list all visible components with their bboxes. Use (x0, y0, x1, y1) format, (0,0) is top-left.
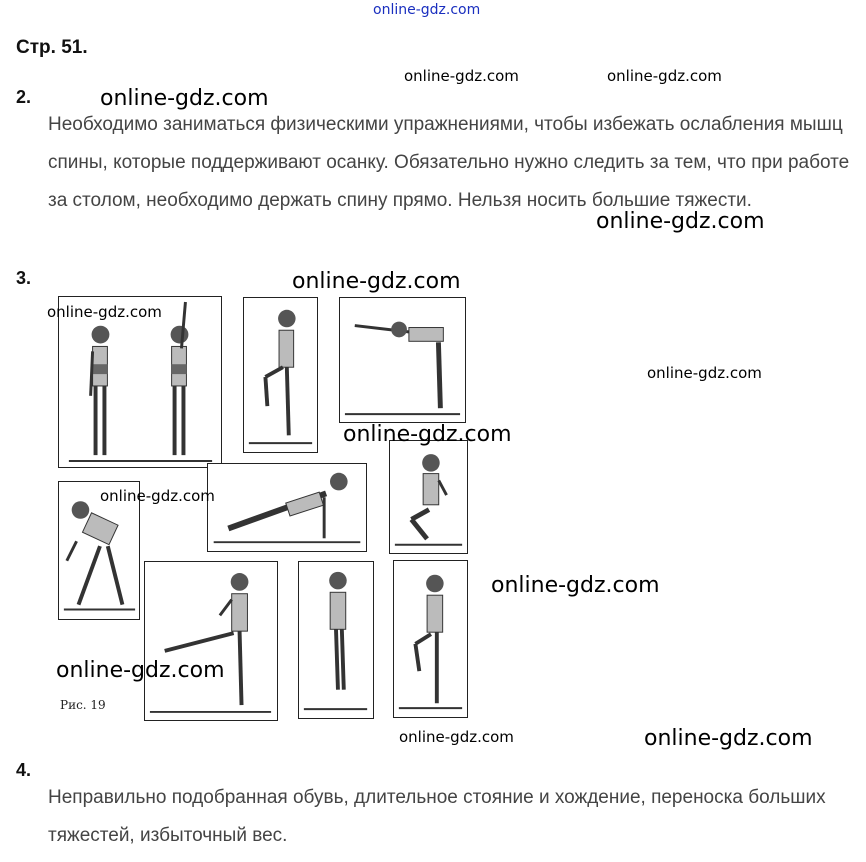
watermark: online-gdz.com (100, 487, 215, 505)
top-watermark: online-gdz.com (373, 2, 481, 18)
watermark: online-gdz.com (404, 67, 519, 85)
task-3-number: 3. (16, 268, 32, 288)
watermark: online-gdz.com (596, 209, 765, 234)
watermark: online-gdz.com (644, 726, 813, 751)
watermark: online-gdz.com (100, 86, 269, 111)
exercise-illustration-push-up (207, 463, 367, 552)
watermark: online-gdz.com (56, 658, 225, 683)
task-2-text: Необходимо заниматься физическими упражнениями, чтобы избежать ослабления мышц спины, которые поддерживают осанку. Обязательно нужно следить за тем, что при работе за столом, необходимо держать спину прямо. Нельзя носить большие тяжести. (48, 114, 850, 211)
watermark: online-gdz.com (647, 364, 762, 382)
exercise-illustration-jump (298, 561, 374, 719)
exercise-illustration-leg-swing (144, 561, 278, 721)
exercise-illustration-forward-bend (339, 297, 466, 423)
watermark: online-gdz.com (343, 422, 512, 447)
task-2-number: 2. (16, 87, 32, 107)
figure-caption: Рис. 19 (60, 698, 106, 712)
watermark: online-gdz.com (399, 728, 514, 746)
exercise-illustration-standing-arm-raise (58, 296, 222, 468)
task-4-text: Неправильно подобранная обувь, длительное стояние и хождение, переноска больших тяжестей, избыточный вес. (48, 787, 826, 846)
page-heading: Стр. 51. (16, 37, 88, 58)
watermark: online-gdz.com (292, 269, 461, 294)
task-4-number: 4. (16, 760, 32, 780)
watermark: online-gdz.com (607, 67, 722, 85)
exercise-illustration-knee-raise (243, 297, 318, 453)
watermark: online-gdz.com (47, 303, 162, 321)
exercise-illustration-squat (389, 440, 468, 554)
exercise-illustration-march (393, 560, 468, 718)
watermark: online-gdz.com (491, 573, 660, 598)
